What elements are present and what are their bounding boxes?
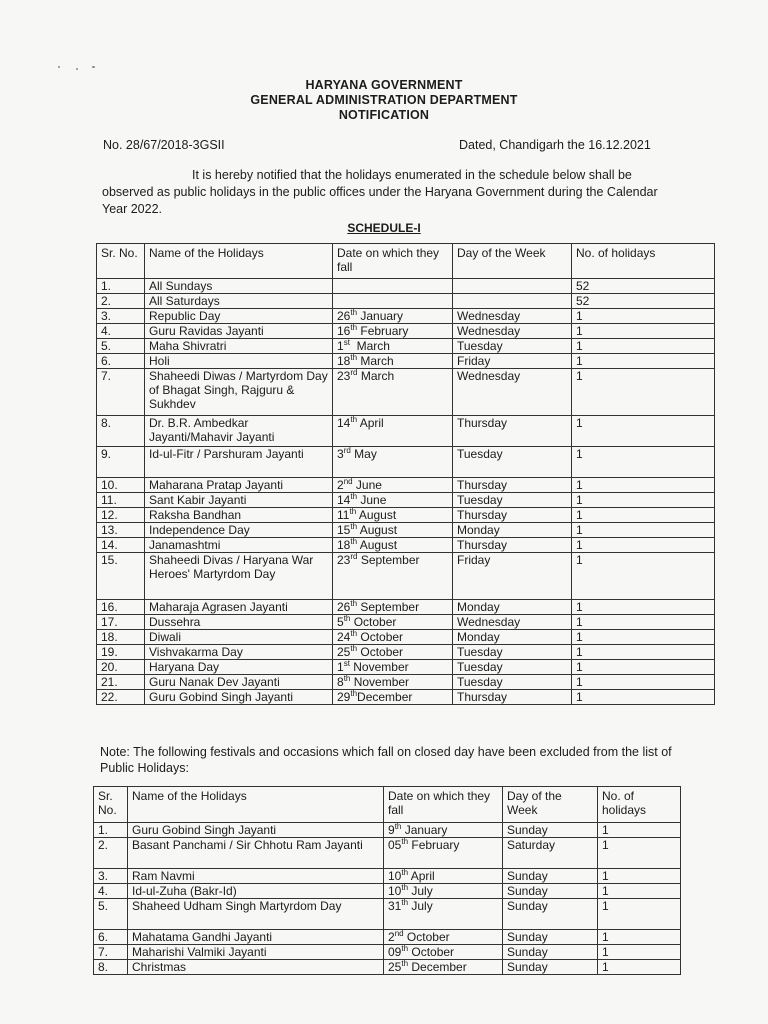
holiday-date [333,369,453,416]
day-of-week: Sunday [503,884,598,899]
holiday-count: 1 [598,869,681,884]
date-month: March [349,339,390,353]
table-row [97,508,715,523]
holiday-count: 1 [572,369,715,416]
day-of-week: Tuesday [453,660,572,675]
date-ordinal: th [350,537,358,546]
date-day: 2 [337,478,344,492]
holiday-count: 1 [572,660,715,675]
table-row [97,538,715,553]
holiday-count: 1 [598,823,681,838]
holiday-count: 1 [572,615,715,630]
date-ordinal: th [350,522,358,531]
holiday-date [333,294,453,309]
date-month: August [357,523,398,537]
col-header-name: Name of the Holidays [145,244,333,279]
schedule-title: SCHEDULE-I [347,221,421,235]
date-month: September [357,600,420,614]
day-of-week: Tuesday [453,675,572,690]
holiday-count: 1 [598,884,681,899]
holiday-date [384,869,503,884]
serial-number: 7. [97,369,145,416]
date-month: April [408,869,435,883]
table-row [94,899,681,930]
holiday-name: Mahatama Gandhi Jayanti [128,930,384,945]
date-ordinal: rd [343,446,351,455]
date-ordinal: th [350,629,358,638]
serial-number: 21. [97,675,145,690]
date-ordinal: th [401,959,409,968]
holiday-count: 52 [572,279,715,294]
day-of-week: Wednesday [453,615,572,630]
scan-speck [76,68,78,70]
holiday-count: 1 [598,930,681,945]
holiday-name: Diwali [145,630,333,645]
holiday-name: Vishvakarma Day [145,645,333,660]
holiday-count: 1 [598,899,681,930]
holiday-name: Christmas [128,960,384,975]
date-ordinal: th [350,353,358,362]
date-month: May [350,447,377,461]
date-month: April [357,416,384,430]
day-of-week [453,279,572,294]
holiday-date [333,675,453,690]
serial-number: 19. [97,645,145,660]
col-header-name: Name of the Holidays [128,787,384,823]
table-row [94,884,681,899]
table-row [97,493,715,508]
table-row [97,615,715,630]
day-of-week: Monday [453,523,572,538]
date-day: 26 [337,309,351,323]
date-month: October [350,615,397,629]
intro-paragraph: It is hereby notified that the holidays enumerated in the schedule below shall be observed as public holidays in the public offices under the Haryana Government during the Calendar Year 2022. [102,168,658,216]
serial-number: 14. [97,538,145,553]
date-month: December [408,960,467,974]
holiday-count: 1 [572,478,715,493]
holiday-date [333,416,453,447]
holiday-name: Independence Day [145,523,333,538]
holiday-name: Basant Panchami / Sir Chhotu Ram Jayanti [128,838,384,869]
serial-number: 5. [97,339,145,354]
col-header-weekday: Day of the Week [503,787,598,823]
table-row [97,630,715,645]
day-of-week: Friday [453,354,572,369]
holiday-name: Shaheedi Diwas / Martyrdom Day of Bhagat Singh, Rajguru & Sukhdev [145,369,333,416]
holiday-date [333,447,453,478]
date-month: March [357,354,394,368]
holiday-date [333,309,453,324]
holiday-count: 1 [572,690,715,705]
table-header-row [97,244,715,279]
serial-number: 22. [97,690,145,705]
holiday-name: Dr. B.R. Ambedkar Jayanti/Mahavir Jayanti [145,416,333,447]
table-row [97,645,715,660]
serial-number: 11. [97,493,145,508]
serial-number: 2. [94,838,128,869]
date-ordinal: nd [343,477,353,486]
day-of-week: Thursday [453,416,572,447]
table-row [97,600,715,615]
holiday-date [333,508,453,523]
holiday-count: 1 [572,645,715,660]
table-row [97,660,715,675]
date-ordinal: th [350,644,358,653]
date-day: 15 [337,523,351,537]
serial-number: 8. [94,960,128,975]
holiday-date [384,838,503,869]
holiday-date [333,279,453,294]
date-ordinal: th [401,883,409,892]
date-month: February [408,838,460,852]
date-month: September [357,553,420,567]
table-row [97,447,715,478]
date-ordinal: rd [350,552,358,561]
date-ordinal: th [350,689,358,698]
table-row [94,869,681,884]
table-row [97,416,715,447]
col-header-sr: Sr. No. [94,787,128,823]
holiday-name: Republic Day [145,309,333,324]
date-month: June [352,478,382,492]
holiday-date [333,690,453,705]
serial-number: 13. [97,523,145,538]
table-row [97,690,715,705]
holiday-date [333,523,453,538]
col-header-date: Date on which they fall [384,787,503,823]
table-row [97,369,715,416]
table-row [97,478,715,493]
date-ordinal: th [401,868,409,877]
holiday-date [333,354,453,369]
day-of-week: Wednesday [453,309,572,324]
holiday-name: Shaheedi Divas / Haryana War Heroes' Martyrdom Day [145,553,333,600]
date-ordinal: th [343,674,351,683]
table-row [97,279,715,294]
table-row [94,838,681,869]
date-day: 3 [337,447,344,461]
serial-number: 20. [97,660,145,675]
date-day: 11 [337,508,350,522]
day-of-week: Sunday [503,823,598,838]
date-month: July [408,884,433,898]
serial-number: 2. [97,294,145,309]
serial-number: 6. [97,354,145,369]
date-ordinal: th [343,614,351,623]
serial-number: 8. [97,416,145,447]
holiday-date [333,615,453,630]
holiday-name: Guru Gobind Singh Jayanti [145,690,333,705]
day-of-week: Sunday [503,869,598,884]
holiday-date [384,884,503,899]
day-of-week: Sunday [503,960,598,975]
holiday-date [333,660,453,675]
date-month: January [357,309,404,323]
date-month: October [357,645,404,659]
serial-number: 17. [97,615,145,630]
scan-speck [58,66,60,68]
serial-number: 5. [94,899,128,930]
serial-number: 12. [97,508,145,523]
date-day: 1 [337,339,344,353]
holiday-name: Guru Ravidas Jayanti [145,324,333,339]
day-of-week: Sunday [503,930,598,945]
serial-number: 16. [97,600,145,615]
holiday-count: 1 [572,416,715,447]
date-day: 23 [337,369,351,383]
table-row [97,309,715,324]
date-day: 16 [337,324,351,338]
date-day: 24 [337,630,351,644]
day-of-week: Thursday [453,508,572,523]
date-day: 14 [337,416,351,430]
table-row [97,324,715,339]
holiday-name: Maharana Pratap Jayanti [145,478,333,493]
date-day: 25 [337,645,351,659]
col-header-count: No. of holidays [572,244,715,279]
date-ordinal: th [401,837,409,846]
holiday-count: 1 [572,553,715,600]
holiday-name: Holi [145,354,333,369]
date-day: 9 [388,823,395,837]
table-row [97,339,715,354]
date-day: 29 [337,690,351,704]
date-month: October [357,630,404,644]
holiday-count: 1 [572,447,715,478]
date-ordinal: th [350,308,358,317]
holiday-count: 1 [572,339,715,354]
date-month: January [401,823,448,837]
date-ordinal: st [343,338,350,347]
holiday-date [384,899,503,930]
table-row [97,294,715,309]
day-of-week: Wednesday [453,324,572,339]
day-of-week: Monday [453,630,572,645]
day-of-week: Wednesday [453,369,572,416]
holiday-name: Id-ul-Zuha (Bakr-Id) [128,884,384,899]
day-of-week: Sunday [503,899,598,930]
date-day: 31 [388,899,402,913]
date-ordinal: th [350,599,358,608]
date-day: 26 [337,600,351,614]
holiday-date [333,324,453,339]
holiday-date [333,478,453,493]
serial-number: 6. [94,930,128,945]
holiday-count: 52 [572,294,715,309]
day-of-week: Monday [453,600,572,615]
date-day: 18 [337,538,351,552]
day-of-week: Saturday [503,838,598,869]
holiday-name: Guru Gobind Singh Jayanti [128,823,384,838]
serial-number: 1. [97,279,145,294]
date-month: December [357,690,413,704]
serial-number: 1. [94,823,128,838]
date-month: November [350,675,410,689]
scan-speck [92,66,95,68]
holiday-count: 1 [572,600,715,615]
day-of-week: Friday [453,553,572,600]
table-row [97,675,715,690]
date-day: 14 [337,493,351,507]
col-header-sr: Sr. No. [97,244,145,279]
date-ordinal: th [350,492,358,501]
holiday-name: Maha Shivratri [145,339,333,354]
col-header-date: Date on which they fall [333,244,453,279]
holiday-count: 1 [572,493,715,508]
holiday-name: Guru Nanak Dev Jayanti [145,675,333,690]
date-ordinal: th [350,415,358,424]
holiday-name: Janamashtmi [145,538,333,553]
holiday-name: All Saturdays [145,294,333,309]
table-header-row [94,787,681,823]
holiday-count: 1 [598,960,681,975]
holiday-schedule-table [96,243,715,705]
serial-number: 3. [97,309,145,324]
date-day: 1 [337,660,344,674]
table-row [97,553,715,600]
col-header-count: No. of holidays [598,787,681,823]
date-day: 10 [388,884,402,898]
holiday-name: Raksha Bandhan [145,508,333,523]
date-month: August [356,508,397,522]
holiday-date [384,960,503,975]
date-day: 25 [388,960,402,974]
holiday-name: Shaheed Udham Singh Martyrdom Day [128,899,384,930]
day-of-week: Thursday [453,690,572,705]
holiday-date [384,930,503,945]
serial-number: 7. [94,945,128,960]
date-day: 10 [388,869,402,883]
date-ordinal: st [343,659,350,668]
day-of-week: Tuesday [453,493,572,508]
holiday-count: 1 [572,309,715,324]
excluded-holidays-note: Note: The following festivals and occasions which fall on closed day have been excluded from the list of Public Holidays: [100,745,672,775]
serial-number: 3. [94,869,128,884]
holiday-name: Ram Navmi [128,869,384,884]
holiday-count: 1 [572,354,715,369]
holiday-count: 1 [572,675,715,690]
holiday-date [333,339,453,354]
holiday-date [333,553,453,600]
table-row [94,823,681,838]
date-day: 5 [337,615,344,629]
day-of-week: Tuesday [453,339,572,354]
holiday-date [333,493,453,508]
govt-title: HARYANA GOVERNMENT [305,78,463,92]
date-month: June [357,493,387,507]
serial-number: 10. [97,478,145,493]
holiday-name: Sant Kabir Jayanti [145,493,333,508]
date-ordinal: th [394,822,402,831]
date-month: October [403,930,450,944]
table-row [94,945,681,960]
department-title: GENERAL ADMINISTRATION DEPARTMENT [250,93,518,107]
date-ordinal: th [350,323,358,332]
holiday-date [333,645,453,660]
holiday-name: Maharaja Agrasen Jayanti [145,600,333,615]
holiday-date [333,600,453,615]
notification-number: No. 28/67/2018-3GSII [103,138,225,152]
date-day: 2 [388,930,395,944]
serial-number: 15. [97,553,145,600]
day-of-week: Thursday [453,538,572,553]
table-row [94,960,681,975]
date-day: 23 [337,553,351,567]
holiday-name: Dussehra [145,615,333,630]
holiday-date [333,538,453,553]
serial-number: 9. [97,447,145,478]
table-row [94,930,681,945]
date-day: 09 [388,945,402,959]
notification-date: Dated, Chandigarh the 16.12.2021 [459,138,651,152]
holiday-count: 1 [572,324,715,339]
holiday-count: 1 [572,630,715,645]
date-month: August [357,538,398,552]
date-month: March [357,369,395,383]
holiday-count: 1 [572,538,715,553]
date-ordinal: nd [394,929,404,938]
date-ordinal: th [401,898,409,907]
notification-title: NOTIFICATION [338,108,430,122]
date-day: 05 [388,838,402,852]
table-row [97,354,715,369]
day-of-week [453,294,572,309]
holiday-date [384,945,503,960]
date-month: October [408,945,455,959]
holiday-count: 1 [572,523,715,538]
holiday-name: Id-ul-Fitr / Parshuram Jayanti [145,447,333,478]
day-of-week: Tuesday [453,645,572,660]
serial-number: 4. [97,324,145,339]
holiday-name: Haryana Day [145,660,333,675]
day-of-week: Sunday [503,945,598,960]
serial-number: 4. [94,884,128,899]
holiday-name: All Sundays [145,279,333,294]
holiday-count: 1 [598,945,681,960]
table-row [97,523,715,538]
holiday-count: 1 [572,508,715,523]
day-of-week: Tuesday [453,447,572,478]
serial-number: 18. [97,630,145,645]
date-ordinal: th [349,507,357,516]
date-month: February [357,324,409,338]
date-ordinal: rd [350,368,358,377]
col-header-weekday: Day of the Week [453,244,572,279]
date-ordinal: th [401,944,409,953]
date-month: November [349,660,409,674]
holiday-date [384,823,503,838]
holiday-date [333,630,453,645]
day-of-week: Thursday [453,478,572,493]
excluded-holidays-table [93,786,681,975]
date-day: 8 [337,675,344,689]
holiday-name: Maharishi Valmiki Jayanti [128,945,384,960]
date-month: July [408,899,433,913]
date-day: 18 [337,354,351,368]
holiday-count: 1 [598,838,681,869]
